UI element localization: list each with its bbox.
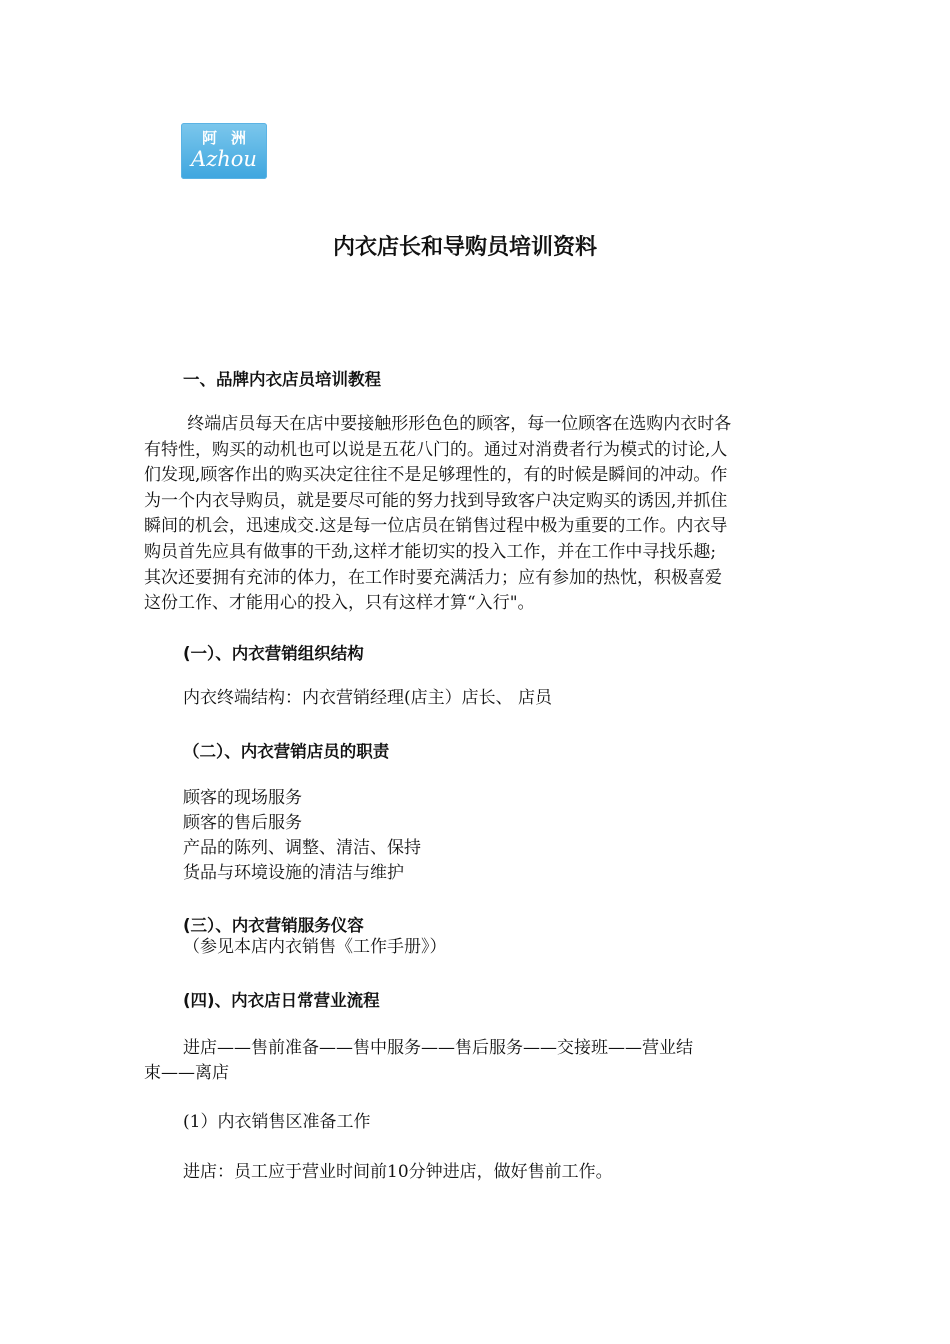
sub3-heading: (三）、内衣营销服务仪容 — [183, 916, 364, 935]
paragraph-line: 其次还要拥有充沛的体力，在工作时要充满活力；应有参加的热忱，积极喜爱 — [144, 567, 722, 588]
section1-paragraph — [144, 412, 814, 617]
paragraph-line: 为一个内衣导购员，就是要尽可能的努力找到导致客户决定购买的诱因,并抓住 — [144, 490, 728, 511]
section1-heading: 一、品牌内衣店员培训教程 — [183, 370, 381, 389]
sub1-text: 内衣终端结构：内衣营销经理(店主）店长、 店员 — [183, 688, 553, 708]
duty-item: 顾客的售后服务 — [183, 813, 302, 833]
paragraph-line: 们发现,顾客作出的购买决定往往不是足够理性的，有的时候是瞬间的冲动。作 — [144, 465, 728, 486]
logo-latin-text: Azhou — [191, 147, 257, 171]
paragraph-line: 购员首先应具有做事的干劲,这样才能切实的投入工作，并在工作中寻找乐趣; — [144, 541, 717, 562]
paragraph-line: 终端店员每天在店中要接触形形色色的顾客，每一位顾客在选购内衣时各 — [144, 414, 732, 434]
document-title: 内衣店长和导购员培训资料 — [332, 235, 597, 260]
sub1-heading: (一）、内衣营销组织结构 — [183, 644, 364, 663]
logo-chinese-text: 阿洲 — [201, 129, 260, 147]
duty-item: 产品的陈列、调整、清洁、保持 — [183, 838, 421, 858]
step1-text: 进店：员工应于营业时间前10分钟进店，做好售前工作。 — [183, 1162, 613, 1182]
azhou-logo — [181, 123, 267, 179]
paragraph-line: 瞬间的机会，迅速成交.这是每一位店员在销售过程中极为重要的工作。内衣导 — [144, 516, 728, 537]
flow-line: 进店——售前准备——售中服务——售后服务——交接班——营业结 — [183, 1038, 693, 1058]
paragraph-line: 这份工作、才能用心的投入，只有这样才算“入行"。 — [144, 593, 535, 614]
duty-item: 货品与环境设施的清洁与维护 — [183, 863, 404, 883]
sub4-heading: (四)、内衣店日常营业流程 — [183, 991, 380, 1010]
duty-item: 顾客的现场服务 — [183, 788, 302, 808]
flow-line: 束——离店 — [144, 1063, 229, 1083]
sub2-heading: （二）、内衣营销店员的职责 — [183, 742, 390, 761]
step1-heading: (1）内衣销售区准备工作 — [183, 1112, 371, 1132]
sub3-text: （参见本店内衣销售《工作手册》） — [183, 937, 447, 957]
paragraph-line: 有特性，购买的动机也可以说是五花八门的。通过对消费者行为模式的讨论,人 — [144, 439, 728, 460]
